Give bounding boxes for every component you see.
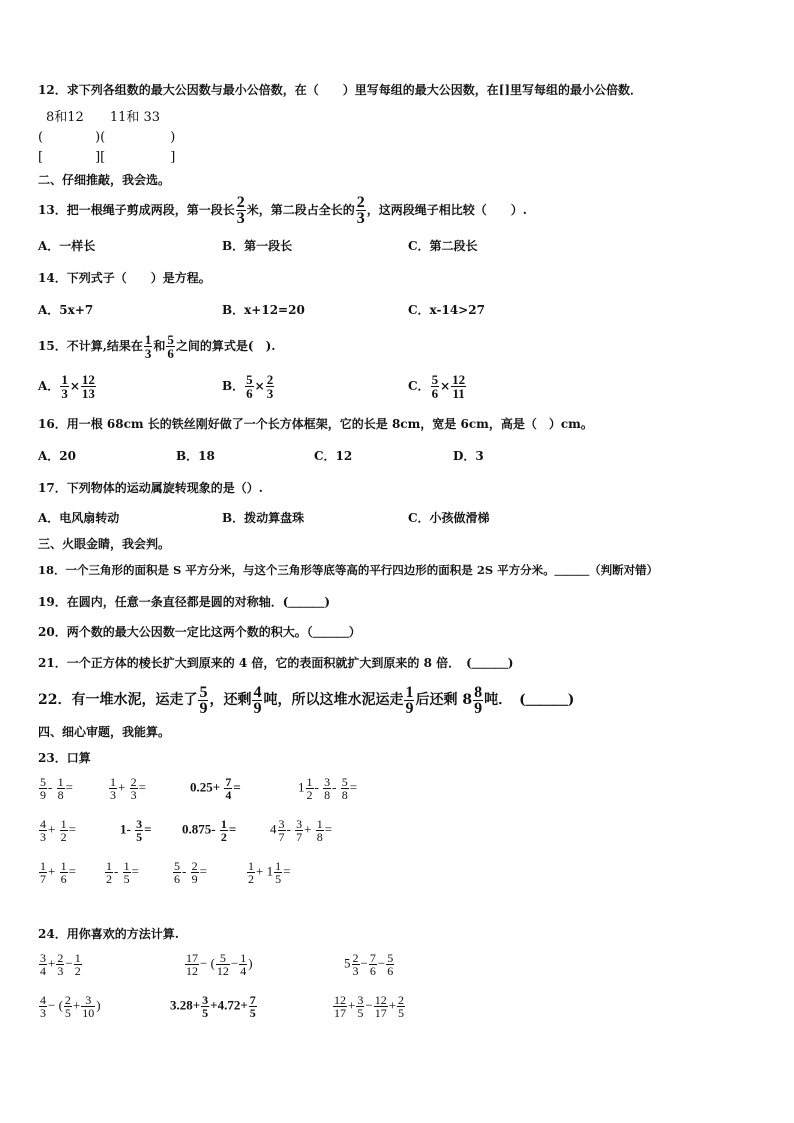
q23-title: 23．口算	[38, 751, 91, 765]
q22-stem	[38, 682, 574, 718]
q15-fraction-1: $\frac{1}{3}$	[144, 332, 152, 361]
q13-prefix: 13．把一根绳子剪成两段，第一段长	[38, 203, 235, 217]
q23-item-11: $\frac{5}{6}$ - $\frac{2}{9}$ =	[174, 859, 207, 886]
q23-item-2: $\frac{1}{3}$ + $\frac{2}{3}$ =	[110, 775, 146, 802]
q14-stem: 14．下列式子（ ）是方程。	[38, 271, 211, 285]
q15-a-frac-2: $\frac{12}{13}$	[81, 372, 95, 401]
q15-suffix: 之间的算式是( ).	[175, 339, 276, 353]
q15-stem	[38, 330, 275, 362]
q15-option-b[interactable]: B． $\frac{5}{6}$ × $\frac{2}{3}$	[222, 372, 274, 401]
q24-item-4: $\frac{4}{3}$ − ( $\frac{2}{5}$ + $\frac{3}{10}$ )	[40, 993, 101, 1020]
q23-item-8: 4 $\frac{3}{7}$ - $\frac{3}{7}$ + $\frac{1}{8}$ =	[270, 817, 333, 844]
q17-option-a[interactable]: A．电风扇转动	[38, 511, 120, 525]
section-3-heading: 三、火眼金睛，我会判。	[38, 537, 171, 551]
q14-option-c[interactable]: C．x-14>27	[408, 303, 485, 317]
q16-option-c[interactable]: C．12	[314, 449, 353, 463]
q16-option-d[interactable]: D．3	[453, 449, 484, 463]
q15-option-c[interactable]: C． $\frac{5}{6}$ × $\frac{12}{11}$	[408, 372, 466, 401]
q23-item-1: $\frac{5}{9}$ - $\frac{1}{8}$ =	[40, 775, 73, 802]
q12-pairs: 8和12 11和 33	[46, 110, 161, 125]
q13-mid: 米，第二段占全长的	[246, 203, 355, 217]
q15-prefix: 15．不计算,结果在	[38, 339, 143, 353]
q17-option-c[interactable]: C．小孩做滑梯	[408, 511, 490, 525]
q13-option-b[interactable]: B．第一段长	[222, 239, 293, 253]
q16-option-b[interactable]: B．18	[176, 449, 215, 463]
q15-option-a[interactable]: A． $\frac{1}{3}$ × $\frac{12}{13}$	[38, 372, 95, 401]
q15-and: 和	[153, 339, 166, 353]
q23-item-6: 1- $\frac{3}{5}$ =	[120, 817, 152, 844]
q13-suffix: ，这两段绳子相比较（ ）.	[366, 203, 527, 217]
q14-option-a[interactable]: A．5x+7	[38, 303, 94, 317]
q23-item-10: $\frac{1}{2}$ - $\frac{1}{5}$ =	[106, 859, 139, 886]
q24-item-3: 5 $\frac{2}{3}$ − $\frac{7}{6}$ − $\frac{5}{6}$	[344, 951, 394, 978]
q17-option-b[interactable]: B．拨动算盘珠	[222, 511, 305, 525]
q14-option-b[interactable]: B．x+12=20	[222, 303, 305, 317]
q15-b-frac-1: $\frac{5}{6}$	[246, 372, 253, 401]
q22-fraction-4: $\frac{8}{9}$	[474, 683, 483, 717]
q18-stem: 18．一个三角形的面积是 S 平方分米，与这个三角形等底等高的平行四边形的面积是 2S 平方分米。＿＿＿（判断对错）	[38, 563, 659, 577]
q23-item-3: 0.25+ $\frac{7}{4}$ =	[190, 775, 241, 802]
q24-title: 24．用你喜欢的方法计算.	[38, 927, 179, 941]
q15-c-frac-1: $\frac{5}{6}$	[431, 372, 439, 401]
q22-mid-3: 后还剩 8	[415, 692, 473, 708]
q13-fraction-2: $\frac{2}{3}$	[356, 194, 365, 227]
q23-item-7: 0.875- $\frac{1}{2}$ =	[182, 817, 237, 844]
q20-stem: 20．两个数的最大公因数一定比这两个数的积大。（＿＿＿）	[38, 625, 361, 639]
q23-item-12: $\frac{1}{2}$ + 1 $\frac{1}{5}$ =	[248, 859, 291, 886]
section-2-heading: 二、仔细推敲，我会选。	[38, 173, 171, 187]
q13-fraction-1: $\frac{2}{3}$	[236, 194, 245, 227]
q22-prefix: 22．有一堆水泥，运走了	[38, 692, 198, 708]
q23-item-5: $\frac{4}{3}$ + $\frac{1}{2}$ =	[40, 817, 76, 844]
q15-fraction-2: $\frac{5}{6}$	[167, 332, 174, 361]
q23-item-4: 1 $\frac{1}{2}$ - $\frac{3}{8}$ - $\frac{5}{8}$ =	[298, 775, 358, 802]
q12-stem: 12．求下列各组数的最大公因数与最小公倍数，在（ ）里写每组的最大公因数，在[]里写每组的最小公倍数．	[38, 83, 643, 97]
q15-a-frac-1: $\frac{1}{3}$	[61, 372, 68, 401]
q15-b-frac-2: $\frac{2}{3}$	[266, 372, 274, 401]
q24-item-2: $\frac{17}{12}$ − ( $\frac{5}{12}$ − $\frac{1}{4}$ )	[186, 951, 253, 978]
q24-item-1: $\frac{3}{4}$ + $\frac{2}{3}$ − $\frac{1}{2}$	[40, 951, 81, 978]
q21-stem: 21．一个正方体的棱长扩大到原来的 4 倍，它的表面积就扩大到原来的 8 倍． (＿＿＿)	[38, 656, 514, 670]
q15-c-frac-2: $\frac{12}{11}$	[452, 372, 466, 401]
q13-option-a[interactable]: A．一样长	[38, 239, 96, 253]
q12-lcm-blanks[interactable]: [ ][ ]	[38, 150, 176, 165]
q13-option-c[interactable]: C．第二段长	[408, 239, 478, 253]
q19-stem: 19．在圆内，任意一条直径都是圆的对称轴．(＿＿＿)	[38, 595, 331, 609]
q24-item-5: 3.28+ $\frac{3}{5}$ +4.72+ $\frac{7}{5}$	[170, 993, 256, 1020]
q22-fraction-1: $\frac{5}{9}$	[199, 683, 208, 717]
q22-mid-1: ，还剩	[209, 692, 252, 708]
q23-item-9: $\frac{1}{7}$ + $\frac{1}{6}$ =	[40, 859, 76, 886]
q16-option-a[interactable]: A．20	[38, 449, 77, 463]
q22-mid-2: 吨，所以这堆水泥运走	[263, 692, 404, 708]
q13-stem	[38, 194, 527, 226]
q22-fraction-2: $\frac{4}{9}$	[253, 683, 262, 717]
q24-item-6: $\frac{12}{17}$ + $\frac{3}{5}$ − $\frac{12}{17}$ + $\frac{2}{5}$	[334, 993, 405, 1020]
q16-stem: 16．用一根 68cm 长的铁丝刚好做了一个长方体框架，它的长是 8cm，宽是 6cm，高是（ ）cm。	[38, 417, 593, 431]
section-4-heading: 四、细心审题，我能算。	[38, 725, 171, 739]
q22-fraction-3: $\frac{1}{9}$	[405, 683, 414, 717]
q12-gcd-blanks[interactable]: ( )( )	[38, 130, 176, 145]
q17-stem: 17．下列物体的运动属旋转现象的是（）.	[38, 481, 263, 495]
q22-suffix: 吨． (＿＿＿)	[484, 692, 575, 708]
